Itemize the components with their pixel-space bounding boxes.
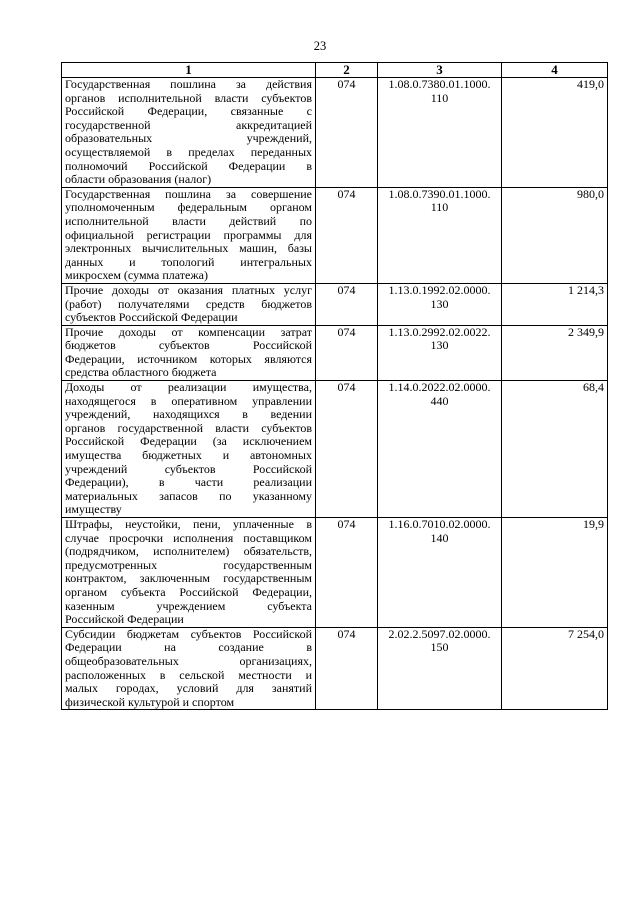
revenue-name-line: (подрядчиком, исполнителем) обязательств, <box>65 545 312 559</box>
revenue-name-line: Российской Федерации, связанные с <box>65 105 312 119</box>
amount-cell: 1 214,3 <box>502 283 608 325</box>
revenue-name-line: Государственная пошлина за совершение <box>65 187 312 201</box>
administrator-code-cell: 074 <box>316 187 378 283</box>
revenue-name-line: официальной регистрации программы для <box>65 228 312 242</box>
revenue-name-line: имущества бюджетных и автономных <box>65 449 312 463</box>
table-row <box>62 381 608 518</box>
revenue-name-line: контрактом, заключенным государственным <box>65 572 312 586</box>
table-row <box>62 187 608 283</box>
revenue-name-line: Федерации на создание в <box>65 641 312 655</box>
revenue-name-line: расположенных в сельской местности и <box>65 668 312 682</box>
administrator-code-cell: 074 <box>316 283 378 325</box>
budget-classification-code-cell: 1.14.0.2022.02.0000. 440 <box>378 381 502 518</box>
revenue-name-cell <box>62 187 316 283</box>
revenue-name-line: Субсидии бюджетам субъектов Российской <box>65 627 312 641</box>
amount-cell: 68,4 <box>502 381 608 518</box>
budget-classification-code-cell: 1.13.0.2992.02.0022. 130 <box>378 325 502 380</box>
revenue-name-line: случае просрочки исполнения поставщиком <box>65 531 312 545</box>
revenue-name-line: органом субъекта Российской Федерации, <box>65 585 312 599</box>
revenue-name-line: общеобразовательных организациях, <box>65 654 312 668</box>
table-row <box>62 325 608 380</box>
revenue-name-line: предусмотренных государственным <box>65 558 312 572</box>
revenue-name-line: органов исполнительной власти субъектов <box>65 91 312 105</box>
amount-cell: 2 349,9 <box>502 325 608 380</box>
revenue-name-line: малых городах, условий для занятий <box>65 682 312 696</box>
revenue-name-line: Российской Федерации <box>65 613 184 627</box>
revenue-name-line: образовательных учреждений, <box>65 132 312 146</box>
revenue-name-line: находящегося в оперативном управлении <box>65 394 312 408</box>
revenue-name-line: государственной аккредитацией <box>65 118 312 132</box>
revenue-name-line: Государственная пошлина за действия <box>65 78 312 91</box>
revenue-name-line: Доходы от реализации имущества, <box>65 381 312 395</box>
budget-revenue-table <box>61 62 608 710</box>
revenue-name-line: органов государственной власти субъектов <box>65 421 312 435</box>
revenue-name-line: области образования (налог) <box>65 173 212 187</box>
column-header-4: 4 <box>502 63 608 78</box>
revenue-name-line: средства областного бюджета <box>65 366 217 380</box>
revenue-name-line: (работ) получателями средств бюджетов <box>65 297 312 311</box>
revenue-name-cell <box>62 325 316 380</box>
revenue-name-line: Федерации, источником которых являются <box>65 352 312 366</box>
revenue-name-line: материальных запасов по указанному <box>65 489 312 503</box>
budget-classification-code-cell: 1.08.0.7380.01.1000. 110 <box>378 78 502 188</box>
revenue-name-line: исполнительной власти действий по <box>65 214 312 228</box>
column-header-1: 1 <box>62 63 316 78</box>
revenue-name-line: данных и топологий интегральных <box>65 255 312 269</box>
revenue-name-line: микросхем (сумма платежа) <box>65 269 208 283</box>
administrator-code-cell: 074 <box>316 518 378 628</box>
amount-cell: 7 254,0 <box>502 627 608 710</box>
column-header-3: 3 <box>378 63 502 78</box>
administrator-code-cell: 074 <box>316 78 378 188</box>
table-header-row <box>62 63 608 78</box>
budget-classification-code-cell: 1.16.0.7010.02.0000. 140 <box>378 518 502 628</box>
revenue-name-line: Прочие доходы от оказания платных услуг <box>65 283 312 297</box>
table-row <box>62 627 608 710</box>
revenue-name-cell <box>62 78 316 188</box>
column-header-2: 2 <box>316 63 378 78</box>
revenue-name-line: Российской Федерации (за исключением <box>65 435 312 449</box>
amount-cell: 19,9 <box>502 518 608 628</box>
revenue-name-cell <box>62 518 316 628</box>
revenue-name-line: электронных вычислительных машин, базы <box>65 242 312 256</box>
revenue-name-line: Прочие доходы от компенсации затрат <box>65 325 312 339</box>
administrator-code-cell: 074 <box>316 325 378 380</box>
revenue-name-cell <box>62 381 316 518</box>
revenue-name-cell <box>62 627 316 710</box>
revenue-name-line: имуществу <box>65 503 122 517</box>
revenue-name-line: Штрафы, неустойки, пени, уплаченные в <box>65 518 312 531</box>
page-number: 23 <box>313 39 327 53</box>
table-body <box>62 78 608 710</box>
revenue-name-line: казенным учреждением субъекта <box>65 599 312 613</box>
amount-cell: 419,0 <box>502 78 608 188</box>
table-row <box>62 78 608 188</box>
revenue-name-line: осуществляемой в пределах переданных <box>65 145 312 159</box>
budget-classification-code-cell: 1.13.0.1992.02.0000. 130 <box>378 283 502 325</box>
revenue-name-line: Федерации), в части реализации <box>65 476 312 490</box>
revenue-name-line: учреждений, находящихся в ведении <box>65 408 312 422</box>
revenue-name-line: уполномоченным федеральным органом <box>65 201 312 215</box>
revenue-name-cell <box>62 283 316 325</box>
amount-cell: 980,0 <box>502 187 608 283</box>
revenue-name-line: субъектов Российской Федерации <box>65 311 238 325</box>
revenue-name-line: учреждений субъектов Российской <box>65 462 312 476</box>
revenue-name-line: полномочий Российской Федерации в <box>65 159 312 173</box>
budget-classification-code-cell: 2.02.2.5097.02.0000. 150 <box>378 627 502 710</box>
revenue-name-line: бюджетов субъектов Российской <box>65 339 312 353</box>
revenue-name-line: физической культурой и спортом <box>65 695 235 709</box>
table-row <box>62 518 608 628</box>
budget-classification-code-cell: 1.08.0.7390.01.1000. 110 <box>378 187 502 283</box>
table-row <box>62 283 608 325</box>
administrator-code-cell: 074 <box>316 627 378 710</box>
administrator-code-cell: 074 <box>316 381 378 518</box>
